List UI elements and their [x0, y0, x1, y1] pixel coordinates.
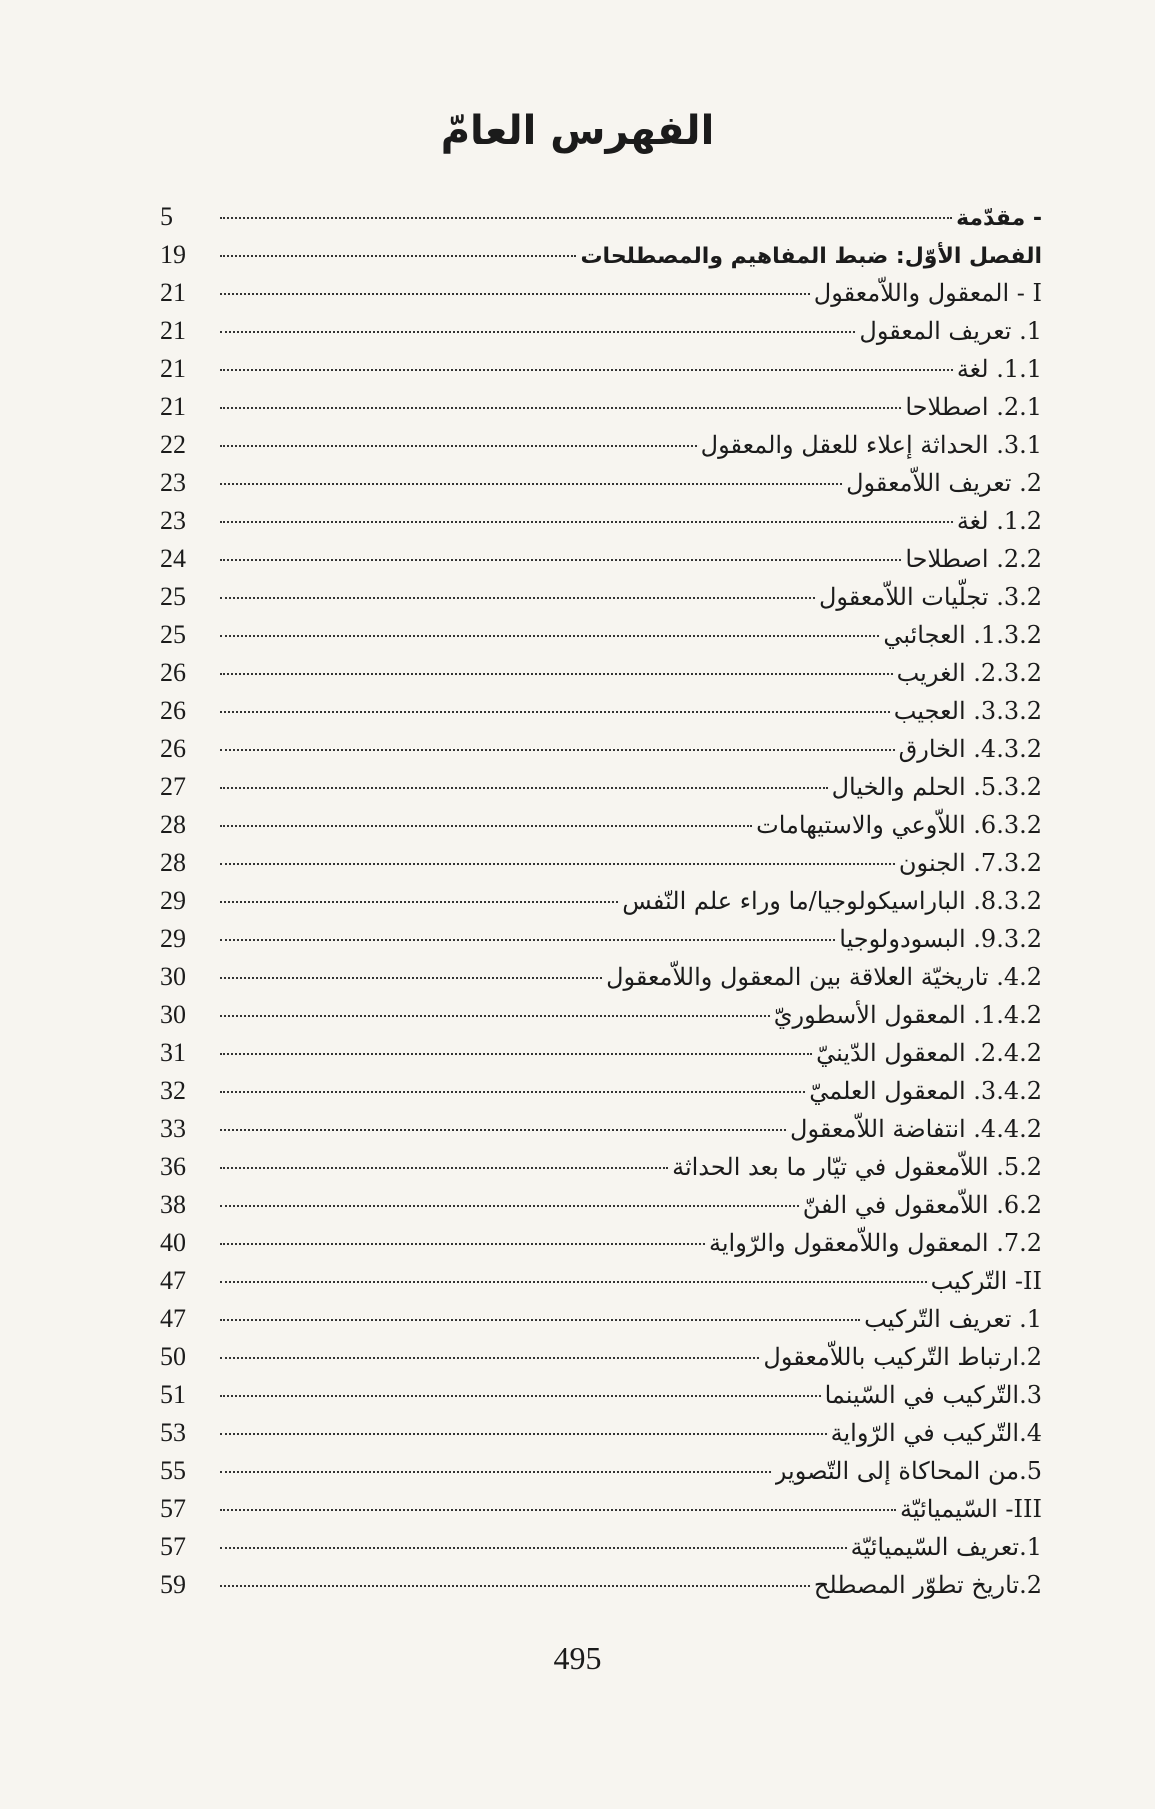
toc-entry	[160, 1452, 1042, 1490]
dot-leader	[220, 1243, 705, 1245]
toc-entry-page: 51	[160, 1380, 186, 1409]
dot-leader	[220, 255, 576, 257]
toc-entry	[160, 236, 1042, 274]
toc-entry-page: 21	[160, 354, 186, 383]
toc-entry	[160, 198, 1042, 236]
toc-entry-page: 25	[160, 582, 186, 611]
toc-entry-page: 50	[160, 1342, 186, 1371]
toc-entry	[160, 578, 1042, 616]
page-number: 495	[553, 1640, 602, 1676]
toc-entry-label: 4.4.2. انتفاضة اللاّمعقول	[790, 1115, 1042, 1143]
toc-entry	[160, 1034, 1042, 1072]
table-of-contents	[160, 198, 1042, 1604]
toc-entry	[160, 502, 1042, 540]
toc-entry-label: 1. تعريف التّركيب	[864, 1305, 1042, 1333]
dot-leader	[220, 1585, 810, 1587]
toc-entry	[160, 996, 1042, 1034]
toc-entry	[160, 730, 1042, 768]
dot-leader	[220, 407, 901, 409]
toc-entry	[160, 806, 1042, 844]
toc-entry-label: 1.4.2. المعقول الأسطوريّ	[773, 1001, 1042, 1029]
toc-entry-page: 59	[160, 1570, 186, 1599]
toc-entry	[160, 1338, 1042, 1376]
toc-entry-label: 3.1. الحداثة إعلاء للعقل والمعقول	[700, 431, 1042, 459]
toc-entry	[160, 540, 1042, 578]
dot-leader	[220, 293, 810, 295]
page-title: الفهرس العامّ	[440, 108, 715, 154]
toc-entry	[160, 1300, 1042, 1338]
dot-leader	[220, 901, 618, 903]
dot-leader	[220, 1053, 812, 1055]
dot-leader	[220, 939, 835, 941]
toc-entry	[160, 464, 1042, 502]
toc-entry-page: 21	[160, 392, 186, 421]
toc-entry-page: 24	[160, 544, 186, 573]
toc-entry-page: 26	[160, 734, 186, 763]
toc-entry-label: 3.4.2. المعقول العلميّ	[809, 1077, 1042, 1105]
toc-entry-page: 5	[160, 202, 173, 231]
dot-leader	[220, 1319, 860, 1321]
toc-entry-page: 28	[160, 848, 186, 877]
toc-entry	[160, 616, 1042, 654]
toc-entry	[160, 1072, 1042, 1110]
toc-entry	[160, 350, 1042, 388]
toc-entry-label: 2.2. اصطلاحا	[905, 545, 1042, 573]
toc-entry-label: III- السّيميائيّة	[899, 1495, 1042, 1523]
toc-entry-page: 19	[160, 240, 186, 269]
dot-leader	[220, 1205, 799, 1207]
toc-entry	[160, 844, 1042, 882]
toc-entry	[160, 882, 1042, 920]
toc-entry-label: 5.3.2. الحلم والخيال	[831, 773, 1042, 801]
toc-entry-label: 3.3.2. العجيب	[893, 697, 1042, 725]
toc-entry	[160, 274, 1042, 312]
toc-entry-page: 23	[160, 506, 186, 535]
dot-leader	[220, 1129, 786, 1131]
toc-entry-label: 4.2. تاريخيّة العلاقة بين المعقول واللاّمعقول	[606, 963, 1042, 991]
toc-entry	[160, 1148, 1042, 1186]
toc-entry	[160, 1414, 1042, 1452]
toc-entry-label: 4.التّركيب في الرّواية	[830, 1419, 1042, 1447]
toc-entry	[160, 388, 1042, 426]
toc-entry-label: 8.3.2. الباراسيكولوجيا/ما وراء علم النّفس	[622, 887, 1042, 915]
toc-entry-page: 27	[160, 772, 186, 801]
toc-entry	[160, 426, 1042, 464]
toc-entry-label: 1.3.2. العجائبي	[883, 621, 1042, 649]
toc-entry-label: I - المعقول واللاّمعقول	[813, 279, 1042, 307]
toc-entry-page: 23	[160, 468, 186, 497]
dot-leader	[220, 1167, 668, 1169]
toc-entry-page: 25	[160, 620, 186, 649]
dot-leader	[220, 445, 697, 447]
toc-entry-page: 47	[160, 1266, 186, 1295]
toc-entry-label: 5.من المحاكاة إلى التّصوير	[774, 1457, 1042, 1485]
toc-entry-page: 22	[160, 430, 186, 459]
toc-entry-page: 29	[160, 924, 186, 953]
toc-entry-page: 57	[160, 1532, 186, 1561]
toc-entry-label: 3.التّركيب في السّينما	[824, 1381, 1042, 1409]
toc-entry-label: 1.2. لغة	[956, 507, 1042, 535]
toc-entry-page: 30	[160, 1000, 186, 1029]
dot-leader	[220, 369, 953, 371]
toc-entry	[160, 958, 1042, 996]
toc-entry-page: 38	[160, 1190, 186, 1219]
toc-entry-label: 2.4.2. المعقول الدّينيّ	[816, 1039, 1042, 1067]
toc-entry-page: 31	[160, 1038, 186, 1067]
toc-entry-page: 29	[160, 886, 186, 915]
toc-entry-page: 33	[160, 1114, 186, 1143]
toc-entry-label: 1. تعريف المعقول	[859, 317, 1042, 345]
dot-leader	[220, 217, 952, 219]
dot-leader	[220, 597, 815, 599]
toc-entry	[160, 1224, 1042, 1262]
toc-entry-label: 2.3.2. الغريب	[896, 659, 1042, 687]
toc-entry	[160, 1186, 1042, 1224]
toc-entry-label: 4.3.2. الخارق	[898, 735, 1042, 763]
toc-entry	[160, 768, 1042, 806]
dot-leader	[220, 483, 842, 485]
toc-entry-page: 26	[160, 696, 186, 725]
toc-entry-page: 28	[160, 810, 186, 839]
toc-entry-label: 7.3.2. الجنون	[898, 849, 1042, 877]
toc-entry-label: 1.1. لغة	[956, 355, 1042, 383]
toc-entry-label: 1.تعريف السّيميائيّة	[850, 1533, 1042, 1561]
dot-leader	[220, 1281, 927, 1283]
dot-leader	[220, 977, 602, 979]
toc-entry	[160, 1262, 1042, 1300]
toc-entry-page: 30	[160, 962, 186, 991]
dot-leader	[220, 1091, 805, 1093]
toc-entry-page: 55	[160, 1456, 186, 1485]
toc-entry-page: 21	[160, 316, 186, 345]
toc-entry-label: 3.2. تجلّيات اللاّمعقول	[818, 583, 1042, 611]
toc-entry-label: 2.ارتباط التّركيب باللاّمعقول	[763, 1343, 1042, 1371]
toc-entry-label: 5.2. اللاّمعقول في تيّار ما بعد الحداثة	[672, 1153, 1042, 1181]
toc-entry-label: 6.3.2. اللاّوعي والاستيهامات	[756, 811, 1042, 839]
toc-entry-label: II- التّركيب	[930, 1267, 1042, 1295]
dot-leader	[220, 1015, 770, 1017]
dot-leader	[220, 1471, 771, 1473]
toc-entry-label: الفصل الأوّل: ضبط المفاهيم والمصطلحات	[580, 244, 1042, 269]
toc-entry-page: 21	[160, 278, 186, 307]
toc-entry	[160, 312, 1042, 350]
toc-entry-page: 26	[160, 658, 186, 687]
dot-leader	[220, 825, 752, 827]
toc-entry-label: 6.2. اللاّمعقول في الفنّ	[802, 1191, 1042, 1219]
toc-entry	[160, 1110, 1042, 1148]
dot-leader	[220, 1547, 847, 1549]
dot-leader	[220, 673, 893, 675]
toc-entry-label: 2.تاريخ تطوّر المصطلح	[813, 1571, 1042, 1599]
toc-entry-label: 2.1. اصطلاحا	[905, 393, 1042, 421]
dot-leader	[220, 863, 895, 865]
toc-entry-page: 36	[160, 1152, 186, 1181]
dot-leader	[220, 521, 953, 523]
toc-entry	[160, 692, 1042, 730]
dot-leader	[220, 1433, 827, 1435]
toc-entry	[160, 920, 1042, 958]
toc-entry	[160, 654, 1042, 692]
dot-leader	[220, 749, 895, 751]
toc-entry-label: - مقدّمة	[956, 206, 1042, 231]
toc-entry-page: 57	[160, 1494, 186, 1523]
toc-entry	[160, 1566, 1042, 1604]
dot-leader	[220, 1509, 896, 1511]
toc-entry-page: 32	[160, 1076, 186, 1105]
dot-leader	[220, 559, 901, 561]
toc-entry-label: 9.3.2. البسودولوجيا	[839, 925, 1042, 953]
dot-leader	[220, 787, 828, 789]
toc-entry-label: 7.2. المعقول واللاّمعقول والرّواية	[708, 1229, 1042, 1257]
dot-leader	[220, 1395, 821, 1397]
toc-entry-label: 2. تعريف اللاّمعقول	[846, 469, 1042, 497]
toc-entry	[160, 1490, 1042, 1528]
toc-entry-page: 53	[160, 1418, 186, 1447]
dot-leader	[220, 711, 890, 713]
dot-leader	[220, 1357, 759, 1359]
toc-entry-page: 47	[160, 1304, 186, 1333]
dot-leader	[220, 635, 879, 637]
toc-entry	[160, 1528, 1042, 1566]
dot-leader	[220, 331, 855, 333]
toc-entry-page: 40	[160, 1228, 186, 1257]
toc-entry	[160, 1376, 1042, 1414]
